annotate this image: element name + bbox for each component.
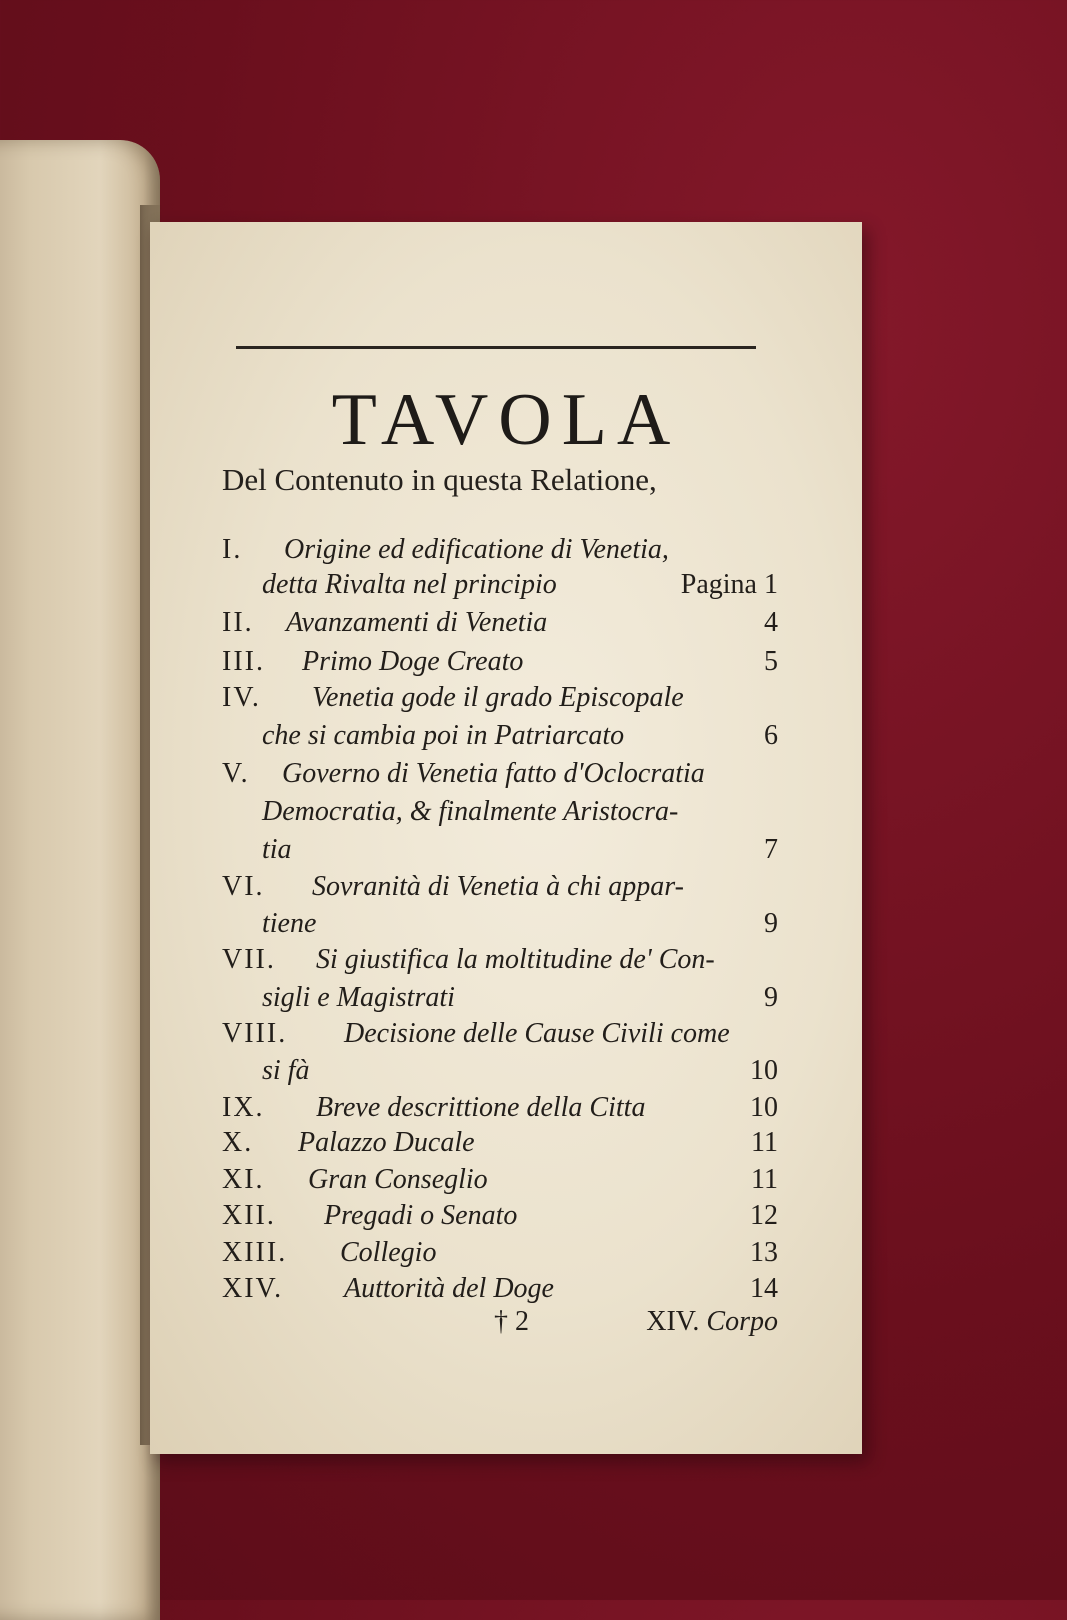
toc-entry (222, 682, 778, 720)
toc-entry (222, 871, 778, 909)
entry-number: XII. (222, 1200, 276, 1231)
entry-number: III. (222, 646, 265, 677)
entry-text: Governo di Venetia fatto d'Oclocratia (282, 758, 705, 789)
toc-entry (222, 569, 778, 607)
entry-text: Origine ed edificatione di Venetia, (284, 534, 669, 565)
toc-entry (222, 796, 778, 834)
entry-number: X. (222, 1127, 254, 1158)
toc-entry (222, 607, 778, 645)
page-footer (222, 1306, 778, 1346)
entry-number: I. (222, 534, 243, 565)
entry-number: XIII. (222, 1237, 288, 1268)
toc-entry (222, 758, 778, 796)
toc-entry (222, 646, 778, 684)
entry-text: Palazzo Ducale (298, 1127, 475, 1158)
entry-page: 10 (750, 1055, 778, 1086)
entry-number: VI. (222, 871, 265, 902)
entry-page: 7 (764, 834, 778, 865)
toc-entry (222, 944, 778, 982)
entry-page: 13 (750, 1237, 778, 1268)
entry-page: 6 (764, 720, 778, 751)
entry-text: si fà (262, 1055, 310, 1086)
entry-text: Venetia gode il grado Episcopale (312, 682, 684, 713)
page-subtitle: Del Contenuto in questa Relatione, (222, 462, 657, 497)
toc-entry (222, 1055, 778, 1093)
catchword: XIV. Corpo (646, 1306, 778, 1337)
toc-entry (222, 1127, 778, 1165)
entry-number: XI. (222, 1164, 265, 1195)
page-title: TAVOLA (331, 379, 681, 461)
entry-page: 4 (764, 607, 778, 638)
toc-entry (222, 534, 778, 572)
entry-text: Democratia, & finalmente Aristocra- (262, 796, 679, 827)
toc-entry (222, 1200, 778, 1238)
entry-page: 11 (751, 1164, 778, 1195)
toc-entry (222, 908, 778, 946)
toc-entry (222, 1164, 778, 1202)
toc-entry (222, 720, 778, 758)
entry-number: VII. (222, 944, 276, 975)
toc-entry (222, 1237, 778, 1275)
entry-page: 12 (750, 1200, 778, 1231)
entry-text: detta Rivalta nel principio (262, 569, 557, 600)
entry-text: Collegio (340, 1237, 437, 1268)
entry-text: Avanzamenti di Venetia (286, 607, 548, 638)
entry-text: Pregadi o Senato (324, 1200, 518, 1231)
toc-entry (222, 982, 778, 1020)
entry-text: Primo Doge Creato (302, 646, 524, 677)
entry-page: 9 (764, 982, 778, 1013)
entry-text: Breve descrittione della Citta (316, 1092, 646, 1123)
entry-text: Si giustifica la moltitudine de' Con- (316, 944, 715, 975)
entry-number: II. (222, 607, 254, 638)
entry-page: 14 (750, 1273, 778, 1304)
entry-number: VIII. (222, 1018, 288, 1049)
entry-text: sigli e Magistrati (262, 982, 455, 1013)
entry-number: V. (222, 758, 250, 789)
entry-page: 11 (751, 1127, 778, 1158)
toc-entry (222, 1092, 778, 1130)
entry-text: tiene (262, 908, 317, 939)
signature-mark: † 2 (494, 1306, 529, 1337)
entry-text: Sovranità di Venetia à chi appar- (312, 871, 684, 902)
header-rule (236, 346, 756, 349)
left-page (0, 140, 160, 1620)
entry-page: Pagina 1 (680, 569, 778, 600)
entry-number: XIV. (222, 1273, 284, 1304)
entry-text: che si cambia poi in Patriarcato (262, 720, 625, 751)
entry-text: Decisione delle Cause Civili come (344, 1018, 730, 1049)
entry-number: IX. (222, 1092, 265, 1123)
entry-number: IV. (222, 682, 261, 713)
entry-text: tia (262, 834, 292, 865)
toc-entry (222, 1018, 778, 1056)
entry-page: 10 (750, 1092, 778, 1123)
entry-page: 5 (764, 646, 778, 677)
entry-page: 9 (764, 908, 778, 939)
entry-text: Gran Conseglio (308, 1164, 488, 1195)
entry-text: Auttorità del Doge (344, 1273, 554, 1304)
toc-entry (222, 834, 778, 872)
